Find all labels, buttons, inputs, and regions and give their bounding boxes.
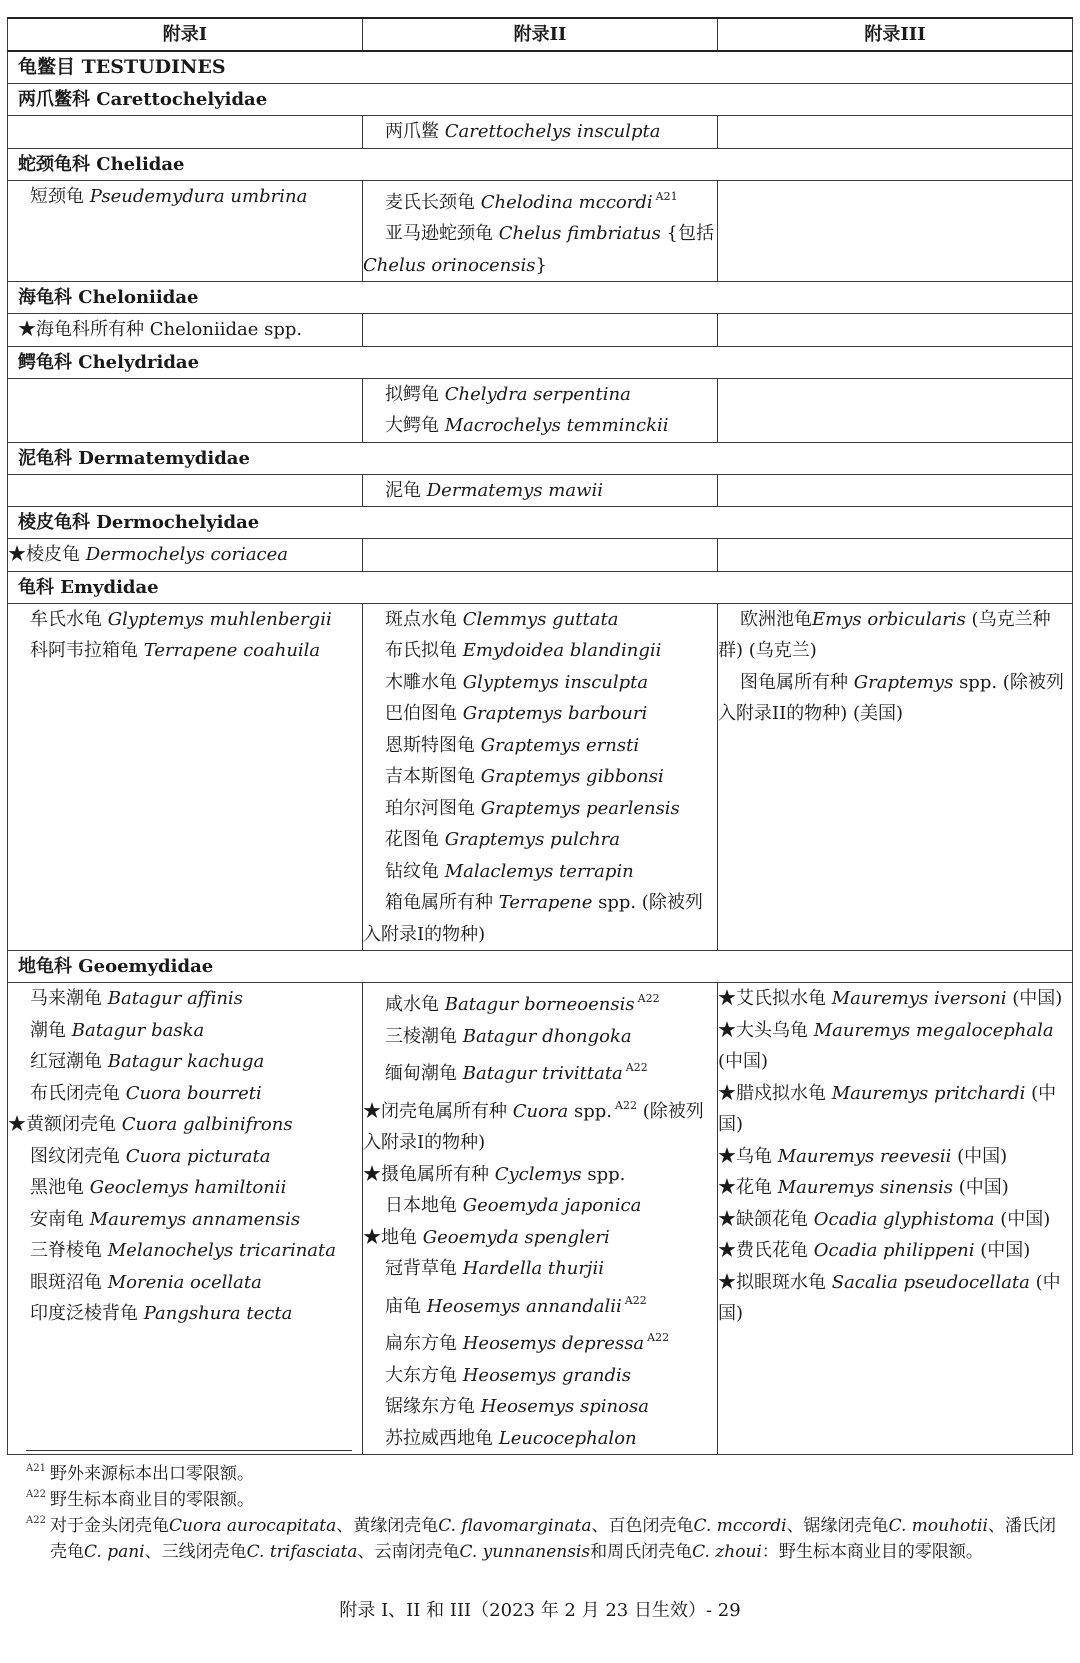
- species-entry: 三脊棱龟 Melanochelys tricarinata: [30, 1240, 337, 1261]
- family-title: 泥龟科 Dermatemydidae: [8, 442, 1073, 474]
- footnote-divider: [26, 1450, 352, 1451]
- species-entry: 欧洲池龟Emys orbicularis (乌克兰种群) (乌克兰): [718, 608, 1051, 661]
- species-entry: 日本地龟 Geoemyda japonica: [385, 1195, 642, 1216]
- footnote-ref: A22: [615, 1098, 637, 1112]
- cites-appendix-table: [7, 17, 1073, 1455]
- species-entry: 马来潮龟 Batagur affinis: [30, 988, 243, 1009]
- species-entry: 科阿韦拉箱龟 Terrapene coahuila: [30, 640, 321, 661]
- species-entry: 图龟属所有种 Graptemys spp. (除被列入附录II的物种) (美国): [718, 671, 1064, 724]
- species-entry: 潮龟 Batagur baska: [30, 1019, 205, 1041]
- species-entry: ★腊戍拟水龟 Mauremys pritchardi (中国): [718, 1082, 1057, 1135]
- species-entry: 巴伯图龟 Graptemys barbouri: [385, 703, 648, 724]
- family-title: 两爪鳖科 Carettochelyidae: [8, 84, 1073, 116]
- species-entry: 箱龟属所有种 Terrapene spp. (除被列入附录I的物种): [363, 892, 703, 945]
- species-entry: 印度泛棱背龟 Pangshura tecta: [30, 1303, 293, 1324]
- family-row: [8, 84, 1073, 116]
- appendix-1-cell: [8, 603, 363, 951]
- species-entry: 吉本斯图龟 Graptemys gibbonsi: [385, 766, 664, 787]
- family-row: [8, 507, 1073, 539]
- appendix-3-cell: [718, 378, 1073, 442]
- species-entry: ★摄龟属所有种 Cyclemys spp.: [363, 1163, 626, 1185]
- order-row: [8, 51, 1073, 84]
- footnote: A21 野外来源标本出口零限额。: [26, 1461, 1056, 1487]
- appendix-1-cell: [8, 116, 363, 149]
- appendix-2-cell: [363, 474, 718, 507]
- header-appendix-2: 附录II: [363, 18, 718, 51]
- family-title: 地龟科 Geoemydidae: [8, 951, 1073, 983]
- species-entry: 图纹闭壳龟 Cuora picturata: [30, 1145, 271, 1167]
- appendix-2-cell: [363, 539, 718, 572]
- family-row: [8, 282, 1073, 314]
- appendix-3-cell: [718, 314, 1073, 347]
- species-entry: 苏拉威西地龟 Leucocephalon: [385, 1427, 637, 1449]
- species-entry: 钻纹龟 Malaclemys terrapin: [385, 860, 634, 882]
- species-entry: ★海龟科所有种 Cheloniidae spp.: [18, 319, 303, 340]
- species-entry: 眼斑沼龟 Morenia ocellata: [30, 1271, 262, 1293]
- species-row: [8, 983, 1073, 1455]
- appendix-1-cell: [8, 983, 363, 1455]
- species-entry: 短颈龟 Pseudemydura umbrina: [30, 185, 308, 207]
- appendix-2-cell: [363, 116, 718, 149]
- species-entry: 大鳄龟 Macrochelys temminckii: [385, 415, 669, 436]
- footnotes: [26, 1461, 1056, 1565]
- species-entry: 红冠潮龟 Batagur kachuga: [30, 1051, 265, 1072]
- appendix-2-cell: [363, 983, 718, 1455]
- footnote-ref: A22: [637, 992, 660, 1005]
- appendix-2-cell: [363, 180, 718, 282]
- species-entry: 麦氏长颈龟 Chelodina mccordi $^{A21}$: [385, 189, 678, 213]
- species-entry: 珀尔河图龟 Graptemys pearlensis: [385, 797, 680, 819]
- footnote: A22 野生标本商业目的零限额。: [26, 1487, 1056, 1513]
- species-entry: ★艾氏拟水龟 Mauremys iversoni (中国): [718, 988, 1063, 1009]
- footnote: A22 对于金头闭壳龟Cuora aurocapitata、黄缘闭壳龟C. flavomarginata、百色闭壳龟C. mccordi、锯缘闭壳龟C. mouhotii、潘氏闭壳龟C. pani、三线闭壳龟C. trifasciata、云南闭壳龟C. yunnanensis和周氏闭壳龟C. zhoui：野生标本商业目的零限额。: [26, 1513, 1056, 1565]
- appendix-2-cell: [363, 603, 718, 951]
- family-row: [8, 951, 1073, 983]
- appendix-1-cell: [8, 314, 363, 347]
- appendix-1-cell: [8, 180, 363, 282]
- family-title: 棱皮龟科 Dermochelyidae: [8, 507, 1073, 539]
- species-entry: ★棱皮龟 Dermochelys coriacea: [8, 544, 289, 565]
- species-entry: 亚马逊蛇颈龟 Chelus fimbriatus {包括 Chelus orinocensis}: [363, 223, 715, 276]
- species-entry: ★拟眼斑水龟 Sacalia pseudocellata (中国): [718, 1271, 1061, 1324]
- table-header-row: [8, 18, 1073, 51]
- species-entry: 木雕水龟 Glyptemys insculpta: [385, 671, 649, 693]
- footnote-ref: A22: [625, 1061, 648, 1074]
- species-entry: 布氏闭壳龟 Cuora bourreti: [30, 1082, 262, 1104]
- species-entry: ★费氏花龟 Ocadia philippeni (中国): [718, 1240, 1031, 1261]
- family-row: [8, 571, 1073, 603]
- species-entry: 缅甸潮龟 Batagur trivittata $^{A22}$: [385, 1061, 648, 1084]
- species-entry: 牟氏水龟 Glyptemys muhlenbergii: [30, 608, 332, 630]
- species-entry: 黑池龟 Geoclemys hamiltonii: [30, 1177, 287, 1198]
- species-entry: ★大头乌龟 Mauremys megalocephala (中国): [718, 1019, 1054, 1072]
- species-entry: ★黄额闭壳龟 Cuora galbinifrons: [8, 1114, 293, 1135]
- species-entry: 大东方龟 Heosemys grandis: [385, 1364, 631, 1386]
- family-title: 海龟科 Cheloniidae: [8, 282, 1073, 314]
- species-entry: 扁东方龟 Heosemys depressa $^{A22}$: [385, 1331, 670, 1354]
- species-row: [8, 314, 1073, 347]
- header-appendix-1: 附录I: [8, 18, 363, 51]
- appendix-3-cell: [718, 180, 1073, 282]
- appendix-1-cell: [8, 378, 363, 442]
- footnote-mark: A22: [26, 1489, 46, 1500]
- footnote-ref: A22: [624, 1293, 647, 1307]
- species-entry: ★缺颌花龟 Ocadia glyphistoma (中国): [718, 1208, 1051, 1230]
- footnote-ref: A22: [647, 1331, 670, 1344]
- species-entry: 恩斯特图龟 Graptemys ernsti: [385, 734, 640, 756]
- species-row: [8, 603, 1073, 951]
- family-row: [8, 148, 1073, 180]
- species-entry: 布氏拟龟 Emydoidea blandingii: [385, 640, 662, 661]
- species-entry: 安南龟 Mauremys annamensis: [30, 1208, 301, 1230]
- species-entry: ★乌龟 Mauremys reevesii (中国): [718, 1145, 1008, 1167]
- species-entry: ★闭壳龟属所有种 Cuora spp. $^{A22}$ (除被列入附录I的物种): [363, 1098, 704, 1153]
- order-title: 龟鳖目 TESTUDINES: [8, 51, 1073, 84]
- appendix-1-cell: [8, 474, 363, 507]
- appendix-3-cell: [718, 116, 1073, 149]
- header-appendix-3: 附录III: [718, 18, 1073, 51]
- species-entry: 三棱潮龟 Batagur dhongoka: [385, 1025, 632, 1047]
- appendix-1-cell: [8, 539, 363, 572]
- species-entry: 冠背草龟 Hardella thurjii: [385, 1258, 605, 1279]
- appendix-3-cell: [718, 603, 1073, 951]
- family-row: [8, 346, 1073, 378]
- species-entry: 两爪鳖 Carettochelys insculpta: [385, 121, 661, 142]
- species-entry: 斑点水龟 Clemmys guttata: [385, 608, 619, 630]
- species-row: [8, 539, 1073, 572]
- species-entry: 锯缘东方龟 Heosemys spinosa: [385, 1396, 649, 1417]
- species-entry: 庙龟 Heosemys annandalii $^{A22}$: [385, 1293, 647, 1317]
- appendix-2-cell: [363, 378, 718, 442]
- family-title: 蛇颈龟科 Chelidae: [8, 148, 1073, 180]
- family-title: 龟科 Emydidae: [8, 571, 1073, 603]
- appendix-3-cell: [718, 474, 1073, 507]
- appendix-2-cell: [363, 314, 718, 347]
- species-entry: 拟鳄龟 Chelydra serpentina: [385, 383, 631, 405]
- species-row: [8, 474, 1073, 507]
- footnote-mark: A21: [26, 1463, 46, 1474]
- footnote-mark: A22: [26, 1515, 46, 1526]
- species-entry: ★地龟 Geoemyda spengleri: [363, 1226, 610, 1248]
- family-row: [8, 442, 1073, 474]
- species-entry: 花图龟 Graptemys pulchra: [385, 829, 620, 850]
- species-entry: ★花龟 Mauremys sinensis (中国): [718, 1177, 1009, 1198]
- page-footer: 附录 I、II 和 III（2023 年 2 月 23 日生效）- 29: [339, 1600, 741, 1621]
- species-entry: 泥龟 Dermatemys mawii: [385, 479, 604, 501]
- family-title: 鳄龟科 Chelydridae: [8, 346, 1073, 378]
- species-row: [8, 116, 1073, 149]
- species-row: [8, 180, 1073, 282]
- appendix-3-cell: [718, 983, 1073, 1455]
- footnote-ref: A21: [655, 189, 678, 203]
- species-entry: 咸水龟 Batagur borneoensis $^{A22}$: [385, 992, 660, 1015]
- species-row: [8, 378, 1073, 442]
- appendix-3-cell: [718, 539, 1073, 572]
